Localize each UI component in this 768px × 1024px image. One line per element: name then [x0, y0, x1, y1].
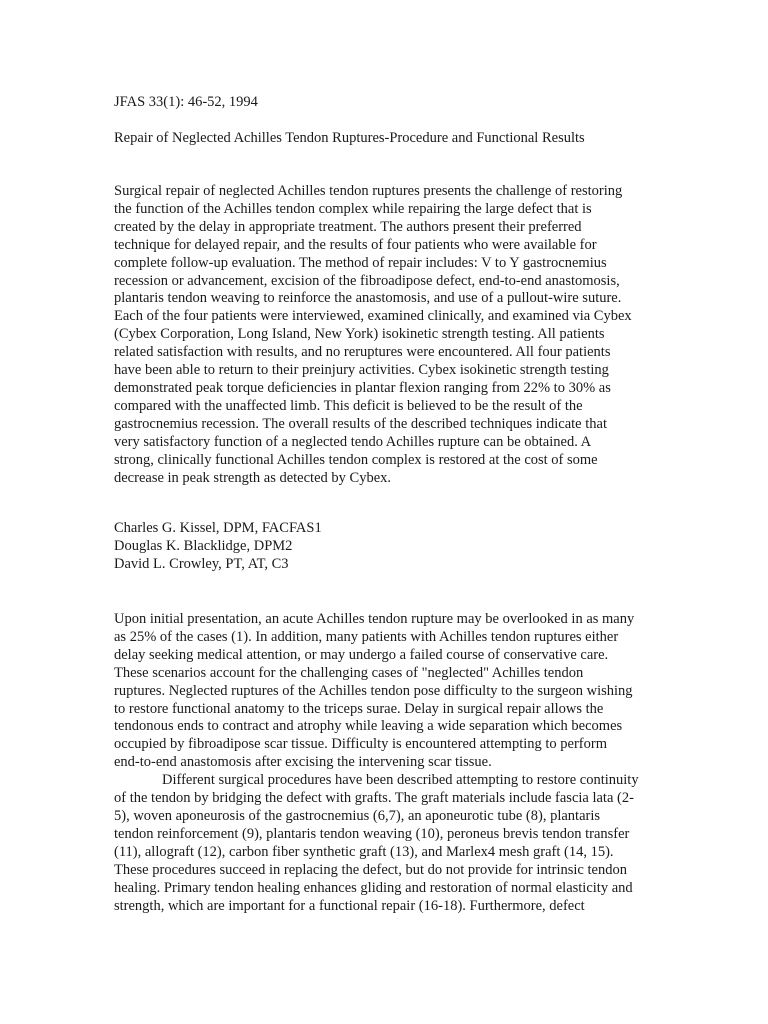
body-line: ruptures. Neglected ruptures of the Achilles tendon pose difficulty to the surgeon wishing [114, 682, 633, 699]
body-line: These scenarios account for the challenging cases of "neglected" Achilles tendon [114, 664, 584, 681]
body-line: Different surgical procedures have been described attempting to restore continuity [162, 772, 639, 789]
abstract-line: strong, clinically functional Achilles tendon complex is restored at the cost of some [114, 451, 598, 468]
abstract-paragraph [114, 183, 662, 487]
body-line: strength, which are important for a functional repair (16-18). Furthermore, defect [114, 897, 585, 914]
abstract-line: created by the delay in appropriate treatment. The authors present their preferred [114, 218, 582, 235]
body-line: occupied by fibroadipose scar tissue. Difficulty is encountered attempting to perform [114, 736, 607, 753]
abstract-line: (Cybex Corporation, Long Island, New York) isokinetic strength testing. All patients [114, 326, 605, 343]
abstract-line: complete follow-up evaluation. The method of repair includes: V to Y gastrocnemius [114, 254, 607, 271]
body-text [114, 611, 662, 915]
author-list [114, 520, 662, 574]
abstract-line: very satisfactory function of a neglected tendo Achilles rupture can be obtained. A [114, 433, 592, 450]
author-name: Douglas K. Blacklidge, DPM2 [114, 537, 293, 554]
body-line: Upon initial presentation, an acute Achilles tendon rupture may be overlooked in as many [114, 611, 635, 627]
abstract-line: recession or advancement, excision of the fibroadipose defect, end-to-end anastomosis, [114, 272, 620, 289]
abstract-line: plantaris tendon weaving to reinforce the anastomosis, and use of a pullout-wire suture. [114, 290, 622, 307]
article-title [114, 130, 662, 148]
citation-text: JFAS 33(1): 46-52, 1994 [114, 94, 258, 110]
body-line: of the tendon by bridging the defect with grafts. The graft materials include fascia lata (2- [114, 790, 634, 807]
author-name: Charles G. Kissel, DPM, FACFAS1 [114, 520, 322, 536]
title-text: Repair of Neglected Achilles Tendon Ruptures-Procedure and Functional Results [114, 130, 585, 146]
body-line: (11), allograft (12), carbon fiber synthetic graft (13), and Marlex4 mesh graft (14, 15). [114, 843, 614, 860]
body-line: to restore functional anatomy to the triceps surae. Delay in surgical repair allows the [114, 700, 604, 717]
abstract-line: have been able to return to their preinjury activities. Cybex isokinetic strength testing [114, 362, 609, 379]
abstract-line: compared with the unaffected limb. This deficit is believed to be the result of the [114, 397, 583, 414]
abstract-line: technique for delayed repair, and the results of four patients who were available for [114, 236, 597, 253]
body-line: healing. Primary tendon healing enhances gliding and restoration of normal elasticity and [114, 879, 633, 896]
body-line: These procedures succeed in replacing the defect, but do not provide for intrinsic tendon [114, 861, 627, 878]
abstract-line: demonstrated peak torque deficiencies in plantar flexion ranging from 22% to 30% as [114, 379, 611, 396]
abstract-line: Surgical repair of neglected Achilles tendon ruptures presents the challenge of restoring [114, 183, 623, 199]
abstract-line: related satisfaction with results, and no reruptures were encountered. All four patients [114, 344, 611, 361]
author-name: David L. Crowley, PT, AT, C3 [114, 555, 289, 572]
body-line: 5), woven aponeurosis of the gastrocnemius (6,7), an aponeurotic tube (8), plantaris [114, 807, 601, 824]
body-line: end-to-end anastomosis after excising the intervening scar tissue. [114, 754, 492, 771]
abstract-line: Each of the four patients were interviewed, examined clinically, and examined via Cybex [114, 308, 632, 325]
body-line: tendon reinforcement (9), plantaris tendon weaving (10), peroneus brevis tendon transfer [114, 825, 630, 842]
abstract-line: the function of the Achilles tendon complex while repairing the large defect that is [114, 200, 592, 217]
body-line: as 25% of the cases (1). In addition, many patients with Achilles tendon ruptures either [114, 628, 619, 645]
body-line: delay seeking medical attention, or may undergo a failed course of conservative care. [114, 646, 609, 663]
abstract-line: decrease in peak strength as detected by Cybex. [114, 469, 392, 486]
journal-citation [114, 94, 662, 112]
abstract-line: gastrocnemius recession. The overall results of the described techniques indicate that [114, 415, 607, 432]
body-line: tendonous ends to contract and atrophy while leaving a wide separation which becomes [114, 718, 623, 735]
